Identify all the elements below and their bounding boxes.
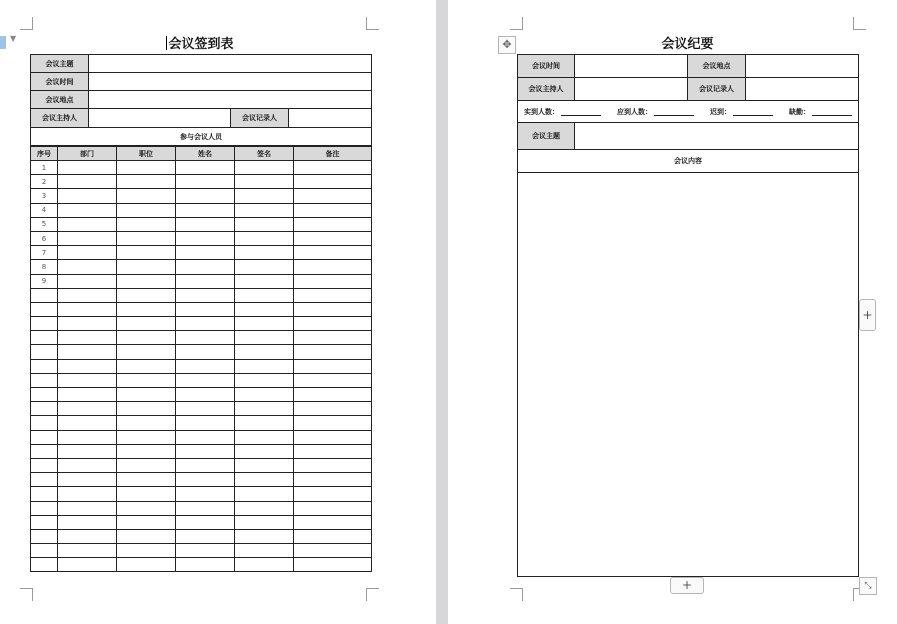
table-cell[interactable] [294,444,372,458]
row-index-cell[interactable] [31,515,58,529]
plus-icon: + [681,578,693,592]
table-row[interactable] [31,544,372,558]
row-index-cell[interactable]: 1 [31,161,58,175]
table-cell[interactable] [117,444,176,458]
table-row[interactable] [31,444,372,458]
table-cell[interactable] [117,302,176,316]
minutes-table[interactable] [517,54,859,577]
table-cell[interactable] [117,515,176,529]
table-cell[interactable] [58,416,117,430]
table-row[interactable] [31,501,372,515]
table-cell[interactable] [58,359,117,373]
sign-in-info-table[interactable] [30,54,372,146]
table-cell[interactable] [176,473,235,487]
table-cell[interactable] [176,288,235,302]
table-cell[interactable] [176,217,235,231]
table-cell[interactable] [117,473,176,487]
minutes-content-header: 会议内容 [518,150,859,173]
minutes-title[interactable]: 会议纪要 [661,37,714,52]
row-index-cell[interactable] [31,487,58,501]
table-cell[interactable] [58,317,117,331]
blank-line [733,107,773,116]
table-cell[interactable] [176,416,235,430]
table-cell[interactable] [176,331,235,345]
time-value-cell[interactable] [89,73,372,91]
table-cell[interactable] [235,345,294,359]
row-index-cell[interactable] [31,331,58,345]
column-header-position: 职位 [117,147,176,161]
table-row[interactable] [31,416,372,430]
table-cell[interactable] [58,501,117,515]
table-cell[interactable] [294,487,372,501]
table-cell[interactable] [117,274,176,288]
minutes-page [448,0,897,624]
table-cell[interactable] [58,345,117,359]
table-cell[interactable] [176,189,235,203]
table-cell[interactable] [117,175,176,189]
table-row[interactable] [31,345,372,359]
table-row[interactable] [31,274,372,288]
table-row[interactable] [31,487,372,501]
table-cell[interactable] [117,331,176,345]
add-row-button[interactable] [670,577,704,594]
table-cell[interactable] [117,430,176,444]
table-cell[interactable] [176,402,235,416]
table-cell[interactable] [58,388,117,402]
row-index-cell[interactable]: 8 [31,260,58,274]
row-index-cell[interactable]: 3 [31,189,58,203]
table-cell[interactable] [58,529,117,543]
blank-line [561,107,601,116]
minutes-recorder-label: 会议记录人 [688,78,746,101]
table-cell[interactable] [117,203,176,217]
table-cell[interactable] [294,161,372,175]
minutes-location-label: 会议地点 [688,55,746,78]
minutes-time-cell[interactable] [575,55,688,78]
table-cell[interactable] [235,161,294,175]
row-index-cell[interactable]: 4 [31,203,58,217]
table-cell[interactable] [294,175,372,189]
table-cell[interactable] [176,161,235,175]
table-cell[interactable] [235,203,294,217]
attendee-table[interactable] [30,146,372,572]
location-value-cell[interactable] [89,91,372,109]
table-cell[interactable] [58,458,117,472]
table-cell[interactable] [294,217,372,231]
margin-corner-mark [510,17,523,30]
table-cell[interactable] [117,246,176,260]
table-cell[interactable] [294,388,372,402]
table-cell[interactable] [294,529,372,543]
recorder-value-cell[interactable] [289,109,372,128]
table-cell[interactable] [176,558,235,572]
table-cell[interactable] [235,473,294,487]
table-cell[interactable] [58,444,117,458]
minutes-time-label: 会议时间 [518,55,575,78]
table-cell[interactable] [294,544,372,558]
table-cell[interactable] [117,189,176,203]
table-row[interactable] [31,373,372,387]
table-cell[interactable] [176,231,235,245]
table-row[interactable] [31,302,372,316]
location-label: 会议地点 [31,91,89,109]
table-cell[interactable] [176,444,235,458]
table-row[interactable] [31,189,372,203]
row-index-cell[interactable] [31,302,58,316]
table-row[interactable] [31,217,372,231]
sign-in-page [0,0,436,624]
table-row[interactable] [31,317,372,331]
table-cell[interactable] [176,302,235,316]
topic-value-cell[interactable] [89,55,372,73]
add-column-button[interactable] [859,299,876,331]
row-index-cell[interactable]: 9 [31,274,58,288]
margin-corner-mark [20,17,33,30]
margin-corner-mark [510,588,523,601]
row-index-cell[interactable] [31,544,58,558]
margin-corner-mark [20,588,33,601]
table-cell[interactable] [294,246,372,260]
table-cell[interactable] [235,359,294,373]
table-cell[interactable] [294,416,372,430]
host-value-cell[interactable] [89,109,231,128]
table-cell[interactable] [117,317,176,331]
table-cell[interactable] [176,544,235,558]
table-cell[interactable] [294,458,372,472]
table-row[interactable] [31,175,372,189]
table-cell[interactable] [176,388,235,402]
column-header-name: 姓名 [176,147,235,161]
table-cell[interactable] [58,302,117,316]
table-cell[interactable] [117,231,176,245]
minutes-host-cell[interactable] [575,78,688,101]
resize-icon[interactable]: ⤡ [859,577,877,595]
expected-count-label: 应到人数： [617,107,652,116]
blank-line [812,107,852,116]
table-cell[interactable] [294,373,372,387]
table-cell[interactable] [176,501,235,515]
table-cell[interactable] [294,501,372,515]
row-index-cell[interactable] [31,416,58,430]
table-cell[interactable] [58,331,117,345]
chevron-down-icon[interactable]: ▼ [10,34,17,43]
table-cell[interactable] [58,544,117,558]
page-title[interactable] [30,33,370,52]
absent-count-label: 缺勤： [789,107,810,116]
table-cell[interactable] [58,189,117,203]
page-title-text: 会议签到表 [168,37,234,52]
column-header-remarks: 备注 [294,147,372,161]
table-row[interactable] [31,515,372,529]
row-index-cell[interactable]: 5 [31,217,58,231]
table-cell[interactable] [117,544,176,558]
table-cell[interactable] [176,175,235,189]
margin-corner-mark [853,17,866,30]
minutes-location-cell[interactable] [746,55,859,78]
table-cell[interactable] [235,260,294,274]
table-cell[interactable] [176,458,235,472]
table-row[interactable] [31,331,372,345]
row-index-cell[interactable]: 2 [31,175,58,189]
row-index-cell[interactable] [31,388,58,402]
table-cell[interactable] [58,473,117,487]
table-cell[interactable] [235,317,294,331]
table-row[interactable] [31,288,372,302]
table-row[interactable] [31,402,372,416]
table-cell[interactable] [58,175,117,189]
table-cell[interactable] [58,487,117,501]
column-header-department: 部门 [58,147,117,161]
table-cell[interactable] [294,402,372,416]
page-gutter [436,0,448,624]
table-cell[interactable] [117,161,176,175]
table-row[interactable] [31,246,372,260]
table-cell[interactable] [294,260,372,274]
row-index-cell[interactable] [31,444,58,458]
table-cell[interactable] [117,345,176,359]
table-cell[interactable] [235,288,294,302]
table-cell[interactable] [176,317,235,331]
table-cell[interactable] [294,359,372,373]
table-cell[interactable] [117,359,176,373]
attendance-stats-cell[interactable] [518,101,859,123]
row-index-cell[interactable]: 7 [31,246,58,260]
table-cell[interactable] [58,274,117,288]
table-cell[interactable] [117,373,176,387]
table-cell[interactable] [58,217,117,231]
table-cell[interactable] [235,302,294,316]
table-cell[interactable] [58,515,117,529]
actual-count-field[interactable] [524,107,601,117]
recorder-label: 会议记录人 [231,109,289,128]
table-row[interactable] [31,260,372,274]
row-index-cell[interactable] [31,317,58,331]
attendee-rows[interactable] [31,161,372,572]
table-cell[interactable] [176,260,235,274]
table-cell[interactable] [235,529,294,543]
table-cell[interactable] [294,231,372,245]
table-cell[interactable] [176,373,235,387]
table-cell[interactable] [235,402,294,416]
table-cell[interactable] [235,175,294,189]
table-cell[interactable] [176,246,235,260]
row-index-cell[interactable] [31,359,58,373]
minutes-recorder-cell[interactable] [746,78,859,101]
table-cell[interactable] [235,515,294,529]
table-cell[interactable] [235,444,294,458]
expected-count-field[interactable] [617,107,694,117]
table-cell[interactable] [58,246,117,260]
table-cell[interactable] [117,529,176,543]
table-row[interactable] [31,430,372,444]
row-index-cell[interactable]: 6 [31,231,58,245]
table-cell[interactable] [58,373,117,387]
table-cell[interactable] [235,501,294,515]
table-cell[interactable] [294,302,372,316]
table-cell[interactable] [117,501,176,515]
margin-corner-mark [366,17,379,30]
row-index-cell[interactable] [31,345,58,359]
table-row[interactable] [31,558,372,572]
table-cell[interactable] [235,458,294,472]
minutes-host-label: 会议主持人 [518,78,575,101]
row-index-cell[interactable] [31,458,58,472]
table-cell[interactable] [235,416,294,430]
table-cell[interactable] [235,388,294,402]
table-cell[interactable] [58,231,117,245]
actual-count-label: 实到人数： [524,107,559,116]
table-cell[interactable] [176,515,235,529]
table-row[interactable] [31,231,372,245]
table-cell[interactable] [117,388,176,402]
table-cell[interactable] [117,288,176,302]
table-cell[interactable] [294,288,372,302]
table-cell[interactable] [176,359,235,373]
table-cell[interactable] [235,544,294,558]
table-cell[interactable] [235,373,294,387]
table-cell[interactable] [117,558,176,572]
blank-line [654,107,694,116]
table-cell[interactable] [176,274,235,288]
late-count-field[interactable] [710,107,773,117]
table-row[interactable] [31,161,372,175]
table-row[interactable] [31,473,372,487]
row-index-cell[interactable] [31,402,58,416]
table-cell[interactable] [235,246,294,260]
column-header-signature: 签名 [235,147,294,161]
column-header-index: 序号 [31,147,58,161]
time-label: 会议时间 [31,73,89,91]
table-row[interactable] [31,203,372,217]
table-cell[interactable] [294,317,372,331]
row-index-cell[interactable] [31,501,58,515]
table-cell[interactable] [235,331,294,345]
table-cell[interactable] [294,345,372,359]
late-count-label: 迟到： [710,107,731,116]
minutes-content-area[interactable] [518,173,859,577]
table-cell[interactable] [235,430,294,444]
margin-corner-mark [366,588,379,601]
table-cell[interactable] [294,203,372,217]
topic-label: 会议主题 [31,55,89,73]
absent-count-field[interactable] [789,107,852,117]
table-cell[interactable] [176,487,235,501]
table-cell[interactable] [235,274,294,288]
table-cell[interactable] [117,402,176,416]
row-index-cell[interactable] [31,473,58,487]
table-cell[interactable] [235,231,294,245]
minutes-topic-cell[interactable] [575,123,859,150]
table-cell[interactable] [294,558,372,572]
table-cell[interactable] [235,487,294,501]
table-cell[interactable] [294,515,372,529]
table-cell[interactable] [176,203,235,217]
table-row[interactable] [31,359,372,373]
table-row[interactable] [31,388,372,402]
table-cell[interactable] [117,260,176,274]
table-cell[interactable] [235,558,294,572]
table-cell[interactable] [58,288,117,302]
row-index-cell[interactable] [31,430,58,444]
table-row[interactable] [31,458,372,472]
attendees-section-title: 参与会议人员 [31,128,372,146]
table-cell[interactable] [117,487,176,501]
table-cell[interactable] [294,473,372,487]
minutes-topic-label: 会议主题 [518,123,575,150]
table-cell[interactable] [58,558,117,572]
table-cell[interactable] [294,274,372,288]
row-index-cell[interactable] [31,373,58,387]
host-label: 会议主持人 [31,109,89,128]
table-cell[interactable] [117,458,176,472]
table-cell[interactable] [58,260,117,274]
table-cell[interactable] [58,402,117,416]
table-cell[interactable] [58,430,117,444]
plus-icon: + [862,308,873,322]
table-cell[interactable] [176,529,235,543]
table-cell[interactable] [117,416,176,430]
row-index-cell[interactable] [31,558,58,572]
table-cell[interactable] [294,189,372,203]
move-icon[interactable]: ✥ [498,36,516,54]
table-cell[interactable] [294,430,372,444]
table-cell[interactable] [58,161,117,175]
table-cell[interactable] [58,203,117,217]
table-cell[interactable] [176,430,235,444]
table-cell[interactable] [235,217,294,231]
table-cell[interactable] [235,189,294,203]
table-cell[interactable] [117,217,176,231]
row-index-cell[interactable] [31,529,58,543]
table-row[interactable] [31,529,372,543]
row-index-cell[interactable] [31,288,58,302]
table-cell[interactable] [176,345,235,359]
selection-marker [0,36,6,49]
attendance-stats [518,107,858,117]
table-cell[interactable] [294,331,372,345]
